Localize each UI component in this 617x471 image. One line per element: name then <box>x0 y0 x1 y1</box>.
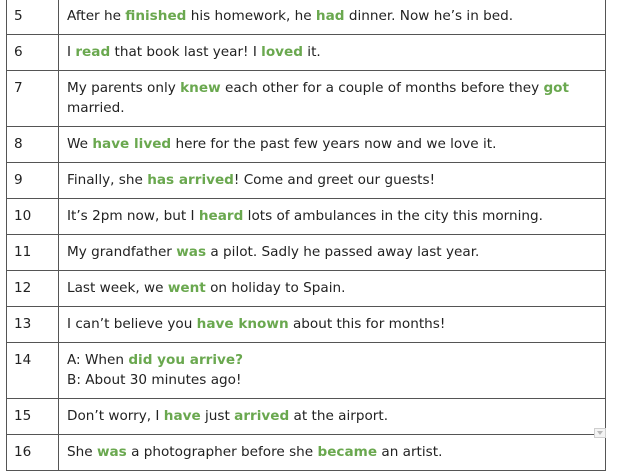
highlighted-verb: had <box>315 8 345 24</box>
table-row <box>7 163 606 199</box>
sentence-cell <box>59 343 606 399</box>
table-row <box>7 343 606 399</box>
sentence-line <box>67 370 597 390</box>
sentence-cell <box>59 0 606 35</box>
sentence-text: Finally, she <box>67 172 148 188</box>
row-number: 10 <box>7 199 59 235</box>
highlighted-verb: read <box>75 44 111 60</box>
sentence-text: After he <box>67 8 126 24</box>
sentence-cell <box>59 127 606 163</box>
sentence-line <box>67 350 597 370</box>
sentence-text: lots of ambulances in the city this morning. <box>243 208 543 224</box>
sentence-text: married. <box>67 100 125 116</box>
sentence-cell <box>59 163 606 199</box>
row-number: 15 <box>7 399 59 435</box>
sentence-cell <box>59 35 606 71</box>
table-row <box>7 435 606 471</box>
sentence-line <box>67 206 597 226</box>
sentence-text: My grandfather <box>67 244 177 260</box>
sentence-text: I can’t believe you <box>67 316 197 332</box>
sentence-cell <box>59 199 606 235</box>
table-row <box>7 35 606 71</box>
highlighted-verb: have <box>163 408 201 424</box>
sentence-line <box>67 134 597 154</box>
table-row <box>7 71 606 127</box>
highlighted-verb: arrived <box>234 408 290 424</box>
row-number: 7 <box>7 71 59 127</box>
sentence-cell <box>59 235 606 271</box>
sentence-text: It’s 2pm now, but I <box>67 208 199 224</box>
table-row <box>7 271 606 307</box>
row-number: 12 <box>7 271 59 307</box>
sentence-text: his homework, he <box>186 8 316 24</box>
sentence-text: dinner. Now he’s in bed. <box>344 8 514 24</box>
row-number: 6 <box>7 35 59 71</box>
sentence-text: on holiday to Spain. <box>205 280 346 296</box>
sentence-line <box>67 170 597 190</box>
highlighted-verb: heard <box>198 208 244 224</box>
table-row <box>7 235 606 271</box>
highlighted-verb: was <box>96 444 127 460</box>
row-number: 11 <box>7 235 59 271</box>
row-number: 9 <box>7 163 59 199</box>
sentence-text: She <box>67 444 97 460</box>
sentence-cell <box>59 271 606 307</box>
sentence-text: an artist. <box>377 444 443 460</box>
row-number: 13 <box>7 307 59 343</box>
highlighted-verb: did you arrive? <box>128 352 243 368</box>
sentence-text: We <box>67 136 93 152</box>
sentence-cell <box>59 399 606 435</box>
sentence-line <box>67 242 597 262</box>
sentence-text: a photographer before she <box>126 444 318 460</box>
table-row <box>7 399 606 435</box>
sentence-text: ! Come and greet our guests! <box>233 172 436 188</box>
table-row <box>7 127 606 163</box>
row-number: 5 <box>7 0 59 35</box>
sentence-line <box>67 78 597 118</box>
sentence-line <box>67 278 597 298</box>
sentence-cell <box>59 307 606 343</box>
sentence-text: A: When <box>67 352 129 368</box>
highlighted-verb: loved <box>261 44 303 60</box>
highlighted-verb: knew <box>180 80 221 96</box>
sentence-line <box>67 314 597 334</box>
highlighted-verb: became <box>317 444 378 460</box>
row-number: 16 <box>7 435 59 471</box>
sentence-line <box>67 442 597 462</box>
highlighted-verb: has arrived <box>147 172 234 188</box>
highlighted-verb: have lived <box>92 136 172 152</box>
sentence-text: a pilot. Sadly he passed away last year. <box>206 244 480 260</box>
highlighted-verb: got <box>543 80 570 96</box>
sentence-cell <box>59 435 606 471</box>
answer-sheet <box>6 0 606 471</box>
sentence-text: Don’t worry, I <box>67 408 164 424</box>
sentence-line <box>67 406 597 426</box>
sentence-text: it. <box>302 44 321 60</box>
table-row <box>7 0 606 35</box>
sentence-text: about this for months! <box>288 316 446 332</box>
sentence-line <box>67 6 597 26</box>
sentence-text: that book last year! I <box>110 44 262 60</box>
row-number: 8 <box>7 127 59 163</box>
highlighted-verb: was <box>176 244 207 260</box>
sentence-line <box>67 42 597 62</box>
sentence-text: each other for a couple of months before they <box>220 80 544 96</box>
sentence-text: just <box>200 408 235 424</box>
highlighted-verb: have known <box>196 316 289 332</box>
table-row <box>7 199 606 235</box>
sentence-text: here for the past few years now and we love it. <box>171 136 497 152</box>
sentence-cell <box>59 71 606 127</box>
dropdown-arrow-icon[interactable] <box>594 428 606 438</box>
highlighted-verb: went <box>167 280 206 296</box>
highlighted-verb: finished <box>125 8 187 24</box>
answer-table-body <box>7 0 606 471</box>
sentence-text: at the airport. <box>289 408 389 424</box>
sentence-text: I <box>67 44 76 60</box>
sentence-text: My parents only <box>67 80 181 96</box>
row-number: 14 <box>7 343 59 399</box>
table-row <box>7 307 606 343</box>
sentence-text: B: About 30 minutes ago! <box>67 372 242 388</box>
answer-table <box>6 0 606 471</box>
sentence-text: Last week, we <box>67 280 168 296</box>
